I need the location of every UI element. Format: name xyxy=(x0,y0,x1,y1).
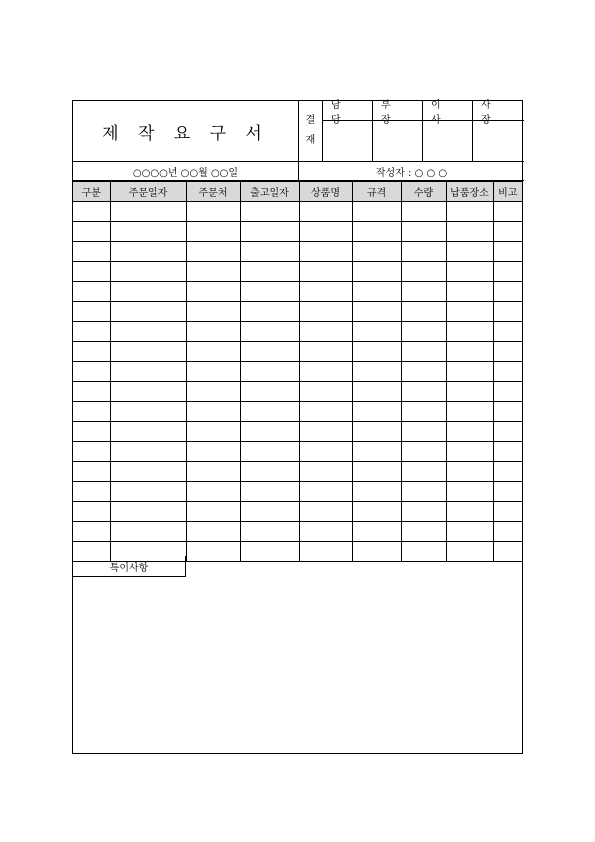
table-cell[interactable] xyxy=(110,322,186,342)
table-cell[interactable] xyxy=(240,242,299,262)
table-cell[interactable] xyxy=(401,462,446,482)
table-cell[interactable] xyxy=(240,202,299,222)
table-cell[interactable] xyxy=(110,242,186,262)
table-cell[interactable] xyxy=(110,342,186,362)
table-cell[interactable] xyxy=(110,282,186,302)
table-cell[interactable] xyxy=(352,262,401,282)
table-cell[interactable] xyxy=(110,262,186,282)
table-cell[interactable] xyxy=(493,202,522,222)
table-cell[interactable] xyxy=(240,442,299,462)
table-cell[interactable] xyxy=(446,482,493,502)
table-cell[interactable] xyxy=(186,242,240,262)
table-cell[interactable] xyxy=(240,342,299,362)
table-cell[interactable] xyxy=(186,302,240,322)
table-cell[interactable] xyxy=(73,382,110,402)
table-cell[interactable] xyxy=(352,542,401,562)
table-row xyxy=(73,242,522,262)
col-header-ship-date: 출고일자 xyxy=(240,182,299,202)
approval-label-top: 결 xyxy=(305,115,316,126)
table-cell[interactable] xyxy=(401,322,446,342)
table-cell[interactable] xyxy=(493,502,522,522)
table-cell[interactable] xyxy=(446,302,493,322)
table-cell[interactable] xyxy=(401,382,446,402)
table-cell[interactable] xyxy=(352,402,401,422)
table-cell[interactable] xyxy=(240,502,299,522)
approval-header-staff: 담 당 xyxy=(323,101,373,121)
table-cell[interactable] xyxy=(73,422,110,442)
table-cell[interactable] xyxy=(110,302,186,322)
table-row xyxy=(73,402,522,422)
table-cell[interactable] xyxy=(401,202,446,222)
table-cell[interactable] xyxy=(110,202,186,222)
approval-header-manager: 부 장 xyxy=(373,101,423,121)
table-cell[interactable] xyxy=(446,502,493,522)
table-header-row xyxy=(73,182,522,202)
table-cell[interactable] xyxy=(110,362,186,382)
table-cell[interactable] xyxy=(446,442,493,462)
table-cell[interactable] xyxy=(446,342,493,362)
table-cell[interactable] xyxy=(299,262,352,282)
table-cell[interactable] xyxy=(493,342,522,362)
table-cell[interactable] xyxy=(240,362,299,382)
table-row xyxy=(73,442,522,462)
table-row xyxy=(73,422,522,442)
table-cell[interactable] xyxy=(73,502,110,522)
table-cell[interactable] xyxy=(493,282,522,302)
table-cell[interactable] xyxy=(352,342,401,362)
date-field[interactable]: ○○○○년 ○○월 ○○일 xyxy=(73,162,299,180)
table-cell[interactable] xyxy=(299,502,352,522)
table-cell[interactable] xyxy=(299,222,352,242)
table-cell[interactable] xyxy=(352,462,401,482)
approval-sign-manager[interactable] xyxy=(373,121,423,161)
table-row xyxy=(73,282,522,302)
table-cell[interactable] xyxy=(110,422,186,442)
table-cell[interactable] xyxy=(401,502,446,522)
table-row xyxy=(73,262,522,282)
col-header-order-date: 주문일자 xyxy=(110,182,186,202)
table-cell[interactable] xyxy=(73,302,110,322)
table-cell[interactable] xyxy=(352,302,401,322)
table-cell[interactable] xyxy=(240,282,299,302)
table-row xyxy=(73,522,522,542)
table-cell[interactable] xyxy=(352,382,401,402)
table-cell[interactable] xyxy=(110,482,186,502)
table-cell[interactable] xyxy=(186,342,240,362)
table-cell[interactable] xyxy=(446,402,493,422)
table-cell[interactable] xyxy=(493,322,522,342)
table-cell[interactable] xyxy=(299,442,352,462)
table-cell[interactable] xyxy=(299,322,352,342)
table-cell[interactable] xyxy=(493,542,522,562)
table-cell[interactable] xyxy=(240,522,299,542)
table-cell[interactable] xyxy=(401,302,446,322)
table-cell[interactable] xyxy=(493,462,522,482)
table-cell[interactable] xyxy=(240,462,299,482)
table-cell[interactable] xyxy=(446,322,493,342)
table-row xyxy=(73,502,522,522)
table-cell[interactable] xyxy=(299,242,352,262)
table-cell[interactable] xyxy=(73,322,110,342)
table-cell[interactable] xyxy=(186,422,240,442)
table-cell[interactable] xyxy=(73,202,110,222)
table-cell[interactable] xyxy=(493,222,522,242)
table-cell[interactable] xyxy=(73,342,110,362)
table-cell[interactable] xyxy=(446,222,493,242)
table-cell[interactable] xyxy=(186,522,240,542)
table-row xyxy=(73,462,522,482)
table-row xyxy=(73,362,522,382)
table-cell[interactable] xyxy=(299,302,352,322)
table-cell[interactable] xyxy=(401,222,446,242)
table-cell[interactable] xyxy=(446,522,493,542)
approval-header-director: 이 사 xyxy=(423,101,473,121)
table-cell[interactable] xyxy=(186,542,240,562)
table-cell[interactable] xyxy=(73,222,110,242)
table-cell[interactable] xyxy=(110,442,186,462)
table-cell[interactable] xyxy=(446,382,493,402)
table-cell[interactable] xyxy=(73,402,110,422)
table-cell[interactable] xyxy=(352,322,401,342)
table-cell[interactable] xyxy=(446,282,493,302)
table-cell[interactable] xyxy=(240,382,299,402)
table-cell[interactable] xyxy=(240,402,299,422)
table-cell[interactable] xyxy=(299,362,352,382)
table-row xyxy=(73,482,522,502)
table-cell[interactable] xyxy=(493,262,522,282)
table-cell[interactable] xyxy=(186,462,240,482)
table-cell[interactable] xyxy=(493,302,522,322)
table-cell[interactable] xyxy=(186,382,240,402)
table-cell[interactable] xyxy=(186,442,240,462)
table-cell[interactable] xyxy=(493,402,522,422)
table-cell[interactable] xyxy=(73,522,110,542)
table-cell[interactable] xyxy=(446,422,493,442)
table-cell[interactable] xyxy=(401,442,446,462)
approval-label-bottom: 재 xyxy=(305,135,316,146)
table-cell[interactable] xyxy=(446,242,493,262)
table-cell[interactable] xyxy=(186,282,240,302)
table-cell[interactable] xyxy=(299,282,352,302)
table-cell[interactable] xyxy=(73,242,110,262)
table-cell[interactable] xyxy=(299,462,352,482)
table-cell[interactable] xyxy=(299,542,352,562)
table-cell[interactable] xyxy=(446,542,493,562)
table-cell[interactable] xyxy=(446,262,493,282)
table-cell[interactable] xyxy=(352,482,401,502)
table-cell[interactable] xyxy=(73,262,110,282)
writer-field[interactable]: 작성자 : ○ ○ ○ xyxy=(375,167,448,179)
table-cell[interactable] xyxy=(352,442,401,462)
table-cell[interactable] xyxy=(186,262,240,282)
table-cell[interactable] xyxy=(401,422,446,442)
order-table xyxy=(73,181,522,562)
table-cell[interactable] xyxy=(493,382,522,402)
table-cell[interactable] xyxy=(110,502,186,522)
col-header-product: 상품명 xyxy=(299,182,352,202)
table-cell[interactable] xyxy=(299,202,352,222)
table-cell[interactable] xyxy=(401,482,446,502)
table-cell[interactable] xyxy=(352,522,401,542)
table-cell[interactable] xyxy=(493,242,522,262)
table-cell[interactable] xyxy=(73,282,110,302)
col-header-remarks: 비고 xyxy=(493,182,522,202)
approval-header-president: 사 장 xyxy=(473,101,524,121)
approval-sign-staff[interactable] xyxy=(323,121,373,161)
table-cell[interactable] xyxy=(73,482,110,502)
table-cell[interactable] xyxy=(493,362,522,382)
table-cell[interactable] xyxy=(401,362,446,382)
table-cell[interactable] xyxy=(352,222,401,242)
table-cell[interactable] xyxy=(352,242,401,262)
table-cell[interactable] xyxy=(186,222,240,242)
table-cell[interactable] xyxy=(446,362,493,382)
table-cell[interactable] xyxy=(110,522,186,542)
table-cell[interactable] xyxy=(493,442,522,462)
table-cell[interactable] xyxy=(352,362,401,382)
table-cell[interactable] xyxy=(186,322,240,342)
table-cell[interactable] xyxy=(446,202,493,222)
table-cell[interactable] xyxy=(299,422,352,442)
table-cell[interactable] xyxy=(186,362,240,382)
table-cell[interactable] xyxy=(401,342,446,362)
form-frame xyxy=(72,100,523,754)
table-row xyxy=(73,322,522,342)
table-cell[interactable] xyxy=(240,482,299,502)
table-cell[interactable] xyxy=(240,302,299,322)
table-cell[interactable] xyxy=(110,462,186,482)
table-cell[interactable] xyxy=(186,402,240,422)
table-cell[interactable] xyxy=(186,502,240,522)
table-cell[interactable] xyxy=(352,202,401,222)
table-row xyxy=(73,222,522,242)
table-cell[interactable] xyxy=(299,482,352,502)
info-row xyxy=(73,161,524,181)
table-cell[interactable] xyxy=(186,482,240,502)
table-cell[interactable] xyxy=(240,222,299,242)
col-header-quantity: 수량 xyxy=(401,182,446,202)
table-cell[interactable] xyxy=(352,502,401,522)
table-cell[interactable] xyxy=(110,222,186,242)
table-cell[interactable] xyxy=(240,322,299,342)
approval-sign-president[interactable] xyxy=(473,121,524,161)
table-cell[interactable] xyxy=(352,282,401,302)
table-cell[interactable] xyxy=(299,522,352,542)
col-header-client: 주문처 xyxy=(186,182,240,202)
col-header-spec: 규격 xyxy=(352,182,401,202)
table-cell[interactable] xyxy=(299,342,352,362)
table-cell[interactable] xyxy=(401,262,446,282)
table-cell[interactable] xyxy=(73,362,110,382)
table-cell[interactable] xyxy=(446,462,493,482)
table-cell[interactable] xyxy=(186,202,240,222)
table-cell[interactable] xyxy=(401,542,446,562)
table-cell[interactable] xyxy=(110,402,186,422)
table-cell[interactable] xyxy=(73,442,110,462)
approval-label xyxy=(299,101,323,161)
table-cell[interactable] xyxy=(73,462,110,482)
notes-label: 특이사항 xyxy=(73,556,186,577)
table-cell[interactable] xyxy=(110,382,186,402)
table-cell[interactable] xyxy=(299,382,352,402)
col-header-category: 구분 xyxy=(73,182,110,202)
table-cell[interactable] xyxy=(493,522,522,542)
table-cell[interactable] xyxy=(240,262,299,282)
table-row xyxy=(73,202,522,222)
table-row xyxy=(73,342,522,362)
table-cell[interactable] xyxy=(352,422,401,442)
table-cell[interactable] xyxy=(401,242,446,262)
table-cell[interactable] xyxy=(240,422,299,442)
col-header-delivery-place: 납품장소 xyxy=(446,182,493,202)
table-cell[interactable] xyxy=(401,282,446,302)
table-cell[interactable] xyxy=(493,422,522,442)
table-cell[interactable] xyxy=(401,402,446,422)
document-title: 제 작 요 구 서 xyxy=(73,101,299,161)
table-cell[interactable] xyxy=(240,542,299,562)
table-row xyxy=(73,302,522,322)
table-row xyxy=(73,382,522,402)
table-cell[interactable] xyxy=(493,482,522,502)
table-cell[interactable] xyxy=(299,402,352,422)
approval-sign-director[interactable] xyxy=(423,121,473,161)
table-cell[interactable] xyxy=(401,522,446,542)
